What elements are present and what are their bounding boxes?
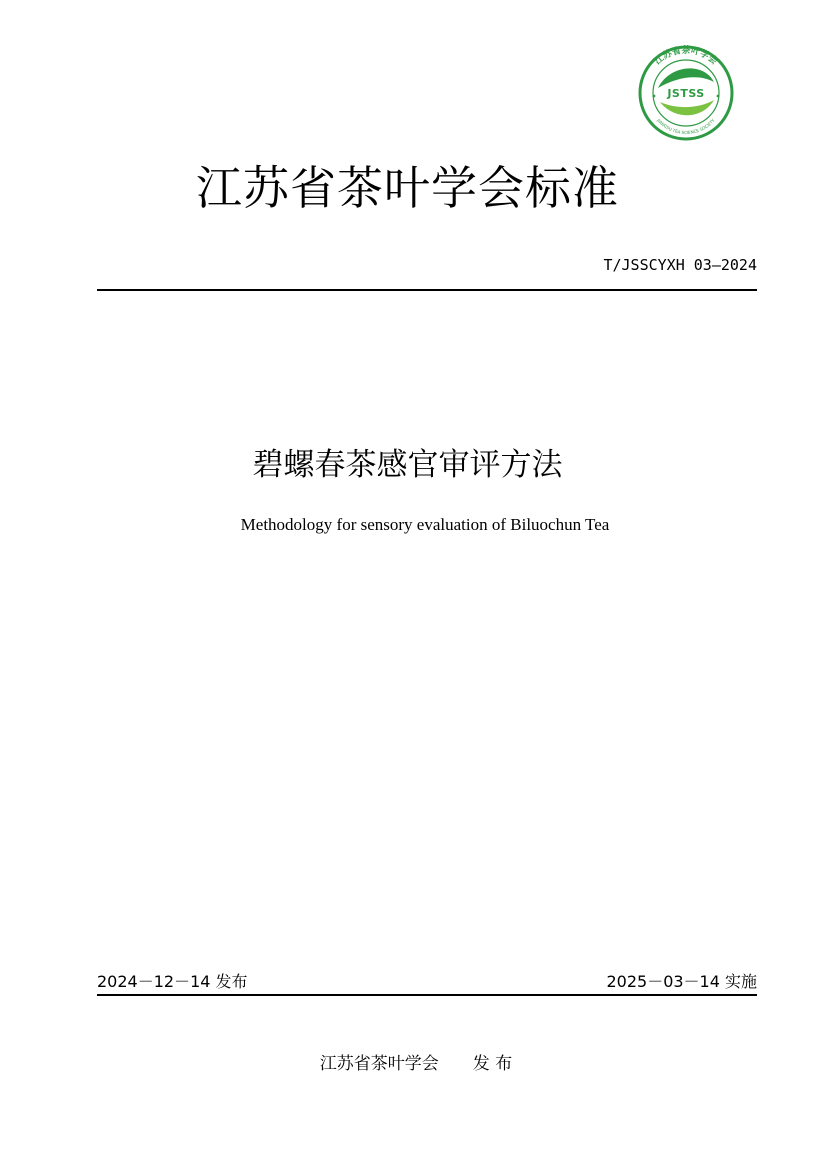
logo-ring-en: JIANGSU TEA SCIENCE SOCIETY: [656, 117, 716, 136]
header-rule: [97, 289, 757, 291]
issuer-line: [0, 1052, 815, 1076]
document-title-en: Methodology for sensory evaluation of Biluochun Tea: [240, 515, 610, 534]
jstss-logo: [632, 44, 740, 142]
logo-center-text: JSTSS: [667, 87, 705, 100]
issuer-action: 发 布: [472, 1054, 513, 1074]
publish-date: 2024－12－14 发布: [97, 972, 248, 991]
document-title-cn: 碧螺春茶感官审评方法: [252, 447, 563, 483]
effective-date: 2025－03－14 实施: [606, 972, 757, 991]
org-title: 江苏省茶叶学会标准: [196, 161, 619, 215]
issuer-name: 江苏省茶叶学会: [319, 1054, 439, 1074]
standard-code: T/JSSCYXH 03—2024: [603, 256, 757, 274]
footer-rule: [97, 994, 757, 996]
logo-ring-cn: 江苏省茶叶学会: [653, 46, 719, 67]
